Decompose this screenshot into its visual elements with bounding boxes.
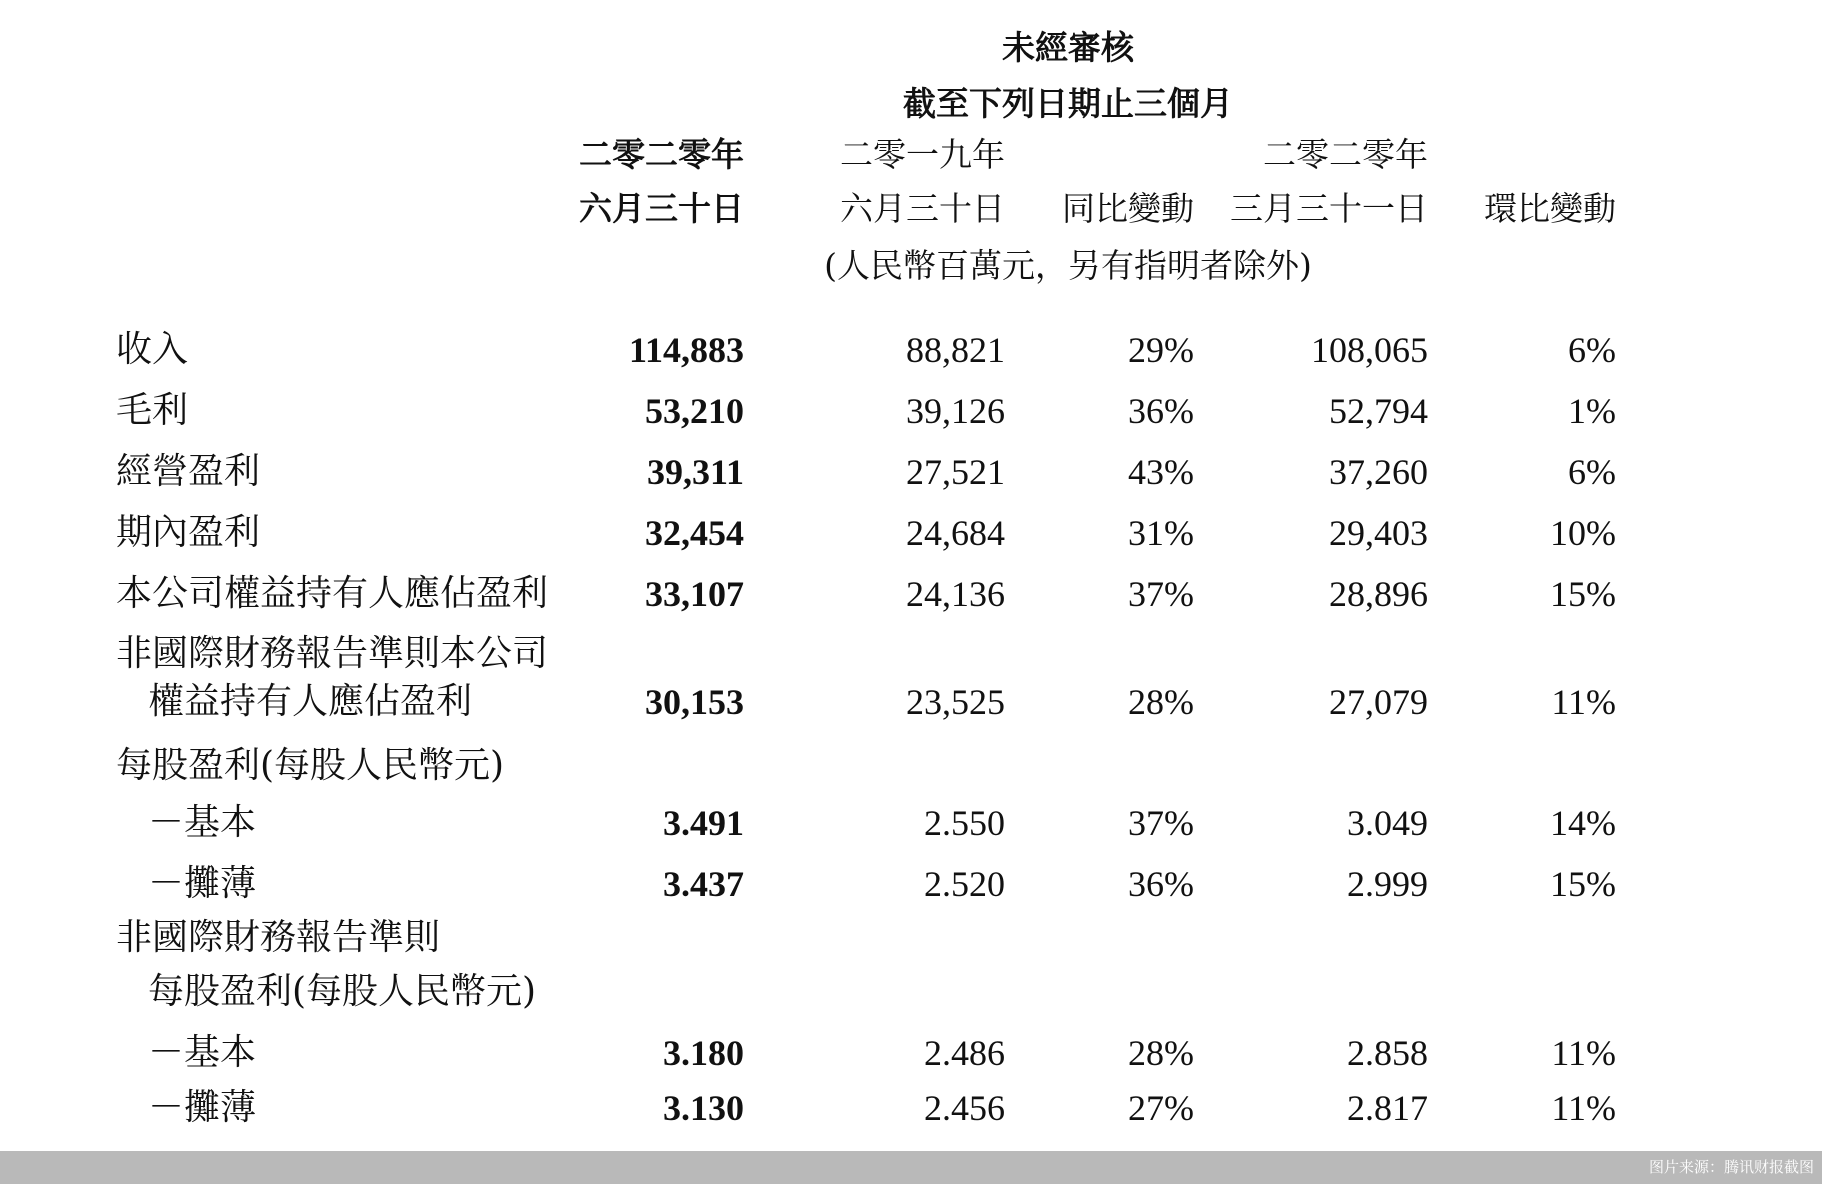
col0-year: 二零二零年 xyxy=(579,135,744,174)
row-value-col1: 39,126 xyxy=(906,391,1005,431)
row-value-col4: 11% xyxy=(1551,1088,1616,1128)
row-label: 每股盈利(每股人民幣元) xyxy=(116,745,505,786)
row-value-col3: 2.858 xyxy=(1347,1033,1428,1073)
col1-date: 六月三十日 xyxy=(840,189,1005,228)
table-row xyxy=(0,507,1822,559)
row-value-col0: 114,883 xyxy=(628,330,744,370)
row-value-col3: 2.817 xyxy=(1347,1088,1428,1128)
row-value-col1: 2.456 xyxy=(924,1088,1005,1128)
row-value-col2: 37% xyxy=(1128,574,1194,614)
row-value-col1: 2.520 xyxy=(924,864,1005,904)
row-value-col0: 3.437 xyxy=(663,864,744,904)
row-value-col2: 29% xyxy=(1128,330,1194,370)
row-label: －攤薄 xyxy=(148,1087,257,1128)
col3-year: 二零二零年 xyxy=(1263,135,1428,174)
row-value-col2: 28% xyxy=(1128,1033,1194,1073)
row-value-col4: 15% xyxy=(1550,864,1616,904)
row-value-col2: 28% xyxy=(1128,682,1194,722)
table-row xyxy=(0,858,1822,910)
row-label: 權益持有人應佔盈利 xyxy=(148,681,473,722)
row-value-col2: 27% xyxy=(1128,1088,1194,1128)
table-row xyxy=(0,966,1822,1018)
col3-date: 三月三十一日 xyxy=(1230,189,1428,228)
row-value-col1: 88,821 xyxy=(906,330,1005,370)
col0-date: 六月三十日 xyxy=(579,189,744,228)
row-value-col3: 37,260 xyxy=(1329,452,1428,492)
row-label: －基本 xyxy=(148,1032,257,1073)
row-value-col2: 43% xyxy=(1128,452,1194,492)
row-value-col1: 24,136 xyxy=(906,574,1005,614)
table-row xyxy=(0,446,1822,498)
row-value-col0: 33,107 xyxy=(645,574,744,614)
row-value-col4: 11% xyxy=(1551,1033,1616,1073)
row-label: 收入 xyxy=(116,329,189,370)
row-value-col1: 2.486 xyxy=(924,1033,1005,1073)
row-value-col0: 30,153 xyxy=(645,682,744,722)
col2-label: 同比變動 xyxy=(1062,189,1194,228)
table-row xyxy=(0,324,1822,376)
table-row xyxy=(0,912,1822,964)
row-label: 每股盈利(每股人民幣元) xyxy=(148,971,537,1012)
row-value-col3: 3.049 xyxy=(1347,803,1428,843)
row-label: 非國際財務報告準則 xyxy=(116,917,441,958)
table-row xyxy=(0,628,1822,680)
row-label: －基本 xyxy=(148,802,257,843)
col1-year: 二零一九年 xyxy=(840,135,1005,174)
table-row xyxy=(0,676,1822,728)
row-value-col2: 37% xyxy=(1128,803,1194,843)
row-value-col4: 1% xyxy=(1568,391,1616,431)
row-value-col3: 108,065 xyxy=(1311,330,1428,370)
row-value-col0: 32,454 xyxy=(645,513,744,553)
row-value-col2: 36% xyxy=(1128,864,1194,904)
row-value-col0: 39,311 xyxy=(646,452,744,492)
row-value-col0: 3.491 xyxy=(663,803,744,843)
row-value-col0: 3.180 xyxy=(663,1033,744,1073)
row-value-col2: 36% xyxy=(1128,391,1194,431)
row-label: 毛利 xyxy=(116,390,189,431)
table-row xyxy=(0,1082,1822,1134)
row-label: 非國際財務報告準則本公司 xyxy=(116,633,549,674)
row-value-col3: 2.999 xyxy=(1347,864,1428,904)
table-subtitle: 截至下列日期止三個月 xyxy=(903,84,1233,123)
table-row xyxy=(0,568,1822,620)
row-value-col3: 52,794 xyxy=(1329,391,1428,431)
row-value-col1: 24,684 xyxy=(906,513,1005,553)
row-label: 期內盈利 xyxy=(116,512,261,553)
row-value-col1: 2.550 xyxy=(924,803,1005,843)
table-row xyxy=(0,385,1822,437)
table-row xyxy=(0,1027,1822,1079)
row-value-col4: 14% xyxy=(1550,803,1616,843)
row-label: －攤薄 xyxy=(148,863,257,904)
row-value-col3: 27,079 xyxy=(1329,682,1428,722)
row-label: 本公司權益持有人應佔盈利 xyxy=(116,573,549,614)
row-value-col3: 29,403 xyxy=(1329,513,1428,553)
row-value-col3: 28,896 xyxy=(1329,574,1428,614)
table-row xyxy=(0,740,1822,792)
row-value-col0: 53,210 xyxy=(645,391,744,431)
row-value-col0: 3.130 xyxy=(663,1088,744,1128)
row-value-col1: 27,521 xyxy=(906,452,1005,492)
row-label: 經營盈利 xyxy=(116,451,261,492)
row-value-col2: 31% xyxy=(1128,513,1194,553)
footer-bar xyxy=(0,1151,1822,1184)
image-source-caption: 图片来源：腾讯财报截图 xyxy=(1648,1158,1814,1176)
row-value-col4: 6% xyxy=(1568,452,1616,492)
unit-note: (人民幣百萬元，另有指明者除外) xyxy=(824,246,1312,285)
table-row xyxy=(0,797,1822,849)
col4-label: 環比變動 xyxy=(1484,189,1616,228)
row-value-col1: 23,525 xyxy=(906,682,1005,722)
table-title: 未經審核 xyxy=(1002,28,1134,67)
row-value-col4: 11% xyxy=(1551,682,1616,722)
row-value-col4: 10% xyxy=(1550,513,1616,553)
row-value-col4: 6% xyxy=(1568,330,1616,370)
row-value-col4: 15% xyxy=(1550,574,1616,614)
